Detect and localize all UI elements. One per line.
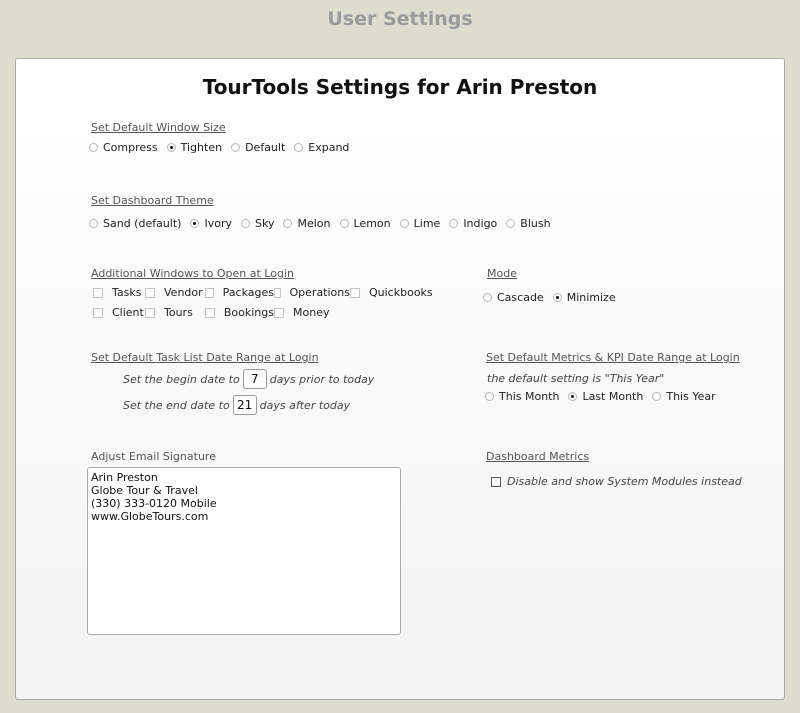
end-date-prefix: Set the end date to (123, 398, 230, 412)
mode-minimize[interactable]: Minimize (553, 291, 616, 304)
window-packages-checkbox[interactable]: Packages (205, 286, 274, 299)
kpi-range-group (485, 390, 725, 403)
theme-label: Set Dashboard Theme (91, 194, 214, 207)
window-quickbooks-checkbox[interactable]: Quickbooks (350, 286, 433, 299)
kpi-last-month[interactable]: Last Month (568, 390, 643, 403)
theme-indigo[interactable]: Indigo (449, 217, 497, 230)
window-size-expand[interactable]: Expand (294, 141, 349, 154)
kpi-range-note: the default setting is "This Year" (487, 372, 665, 385)
theme-sky[interactable]: Sky (241, 217, 274, 230)
windows-row-1 (93, 286, 433, 299)
begin-date-prefix: Set the begin date to (123, 372, 240, 386)
theme-group (89, 217, 560, 230)
window-tours-checkbox[interactable]: Tours (145, 306, 205, 319)
window-bookings-checkbox[interactable]: Bookings (205, 306, 274, 319)
panel-title: TourTools Settings for Arin Preston (202, 75, 598, 99)
windows-row-2 (93, 306, 329, 319)
begin-date-row (123, 369, 374, 389)
email-signature-textarea[interactable]: Arin Preston Globe Tour & Travel (330) 333-0120 Mobile www.GlobeTours.com (87, 467, 401, 635)
theme-blush[interactable]: Blush (506, 217, 550, 230)
end-date-row (123, 395, 350, 415)
kpi-range-label: Set Default Metrics & KPI Date Range at Login (486, 351, 740, 364)
end-date-suffix: days after today (259, 398, 351, 412)
end-days-input[interactable]: 21 (233, 395, 257, 415)
mode-cascade[interactable]: Cascade (483, 291, 544, 304)
additional-windows-label: Additional Windows to Open at Login (91, 267, 294, 280)
window-size-default[interactable]: Default (231, 141, 285, 154)
mode-group (483, 291, 625, 304)
theme-melon[interactable]: Melon (283, 217, 330, 230)
kpi-this-month[interactable]: This Month (485, 390, 559, 403)
window-operations-checkbox[interactable]: Operations (274, 286, 350, 299)
theme-lemon[interactable]: Lemon (340, 217, 391, 230)
theme-lime[interactable]: Lime (400, 217, 441, 230)
disable-metrics-checkbox[interactable]: Disable and show System Modules instead (491, 475, 742, 488)
dashboard-metrics-row (491, 475, 751, 488)
window-client-checkbox[interactable]: Client (93, 306, 145, 319)
dashboard-metrics-label: Dashboard Metrics (486, 450, 590, 463)
settings-panel (15, 58, 785, 700)
window-size-tighten[interactable]: Tighten (167, 141, 222, 154)
theme-sand[interactable]: Sand (default) (89, 217, 181, 230)
mode-label: Mode (487, 267, 517, 280)
begin-date-suffix: days prior to today (269, 372, 375, 386)
window-money-checkbox[interactable]: Money (274, 306, 329, 319)
window-size-group (89, 141, 358, 154)
page-title: User Settings (327, 8, 473, 30)
theme-ivory[interactable]: Ivory (190, 217, 232, 230)
window-vendor-checkbox[interactable]: Vendor (145, 286, 205, 299)
window-tasks-checkbox[interactable]: Tasks (93, 286, 145, 299)
begin-days-input[interactable]: 7 (243, 369, 267, 389)
email-signature-label: Adjust Email Signature (91, 450, 216, 463)
window-size-label: Set Default Window Size (91, 121, 226, 134)
window-size-compress[interactable]: Compress (89, 141, 158, 154)
task-range-label: Set Default Task List Date Range at Login (91, 351, 319, 364)
kpi-this-year[interactable]: This Year (652, 390, 715, 403)
